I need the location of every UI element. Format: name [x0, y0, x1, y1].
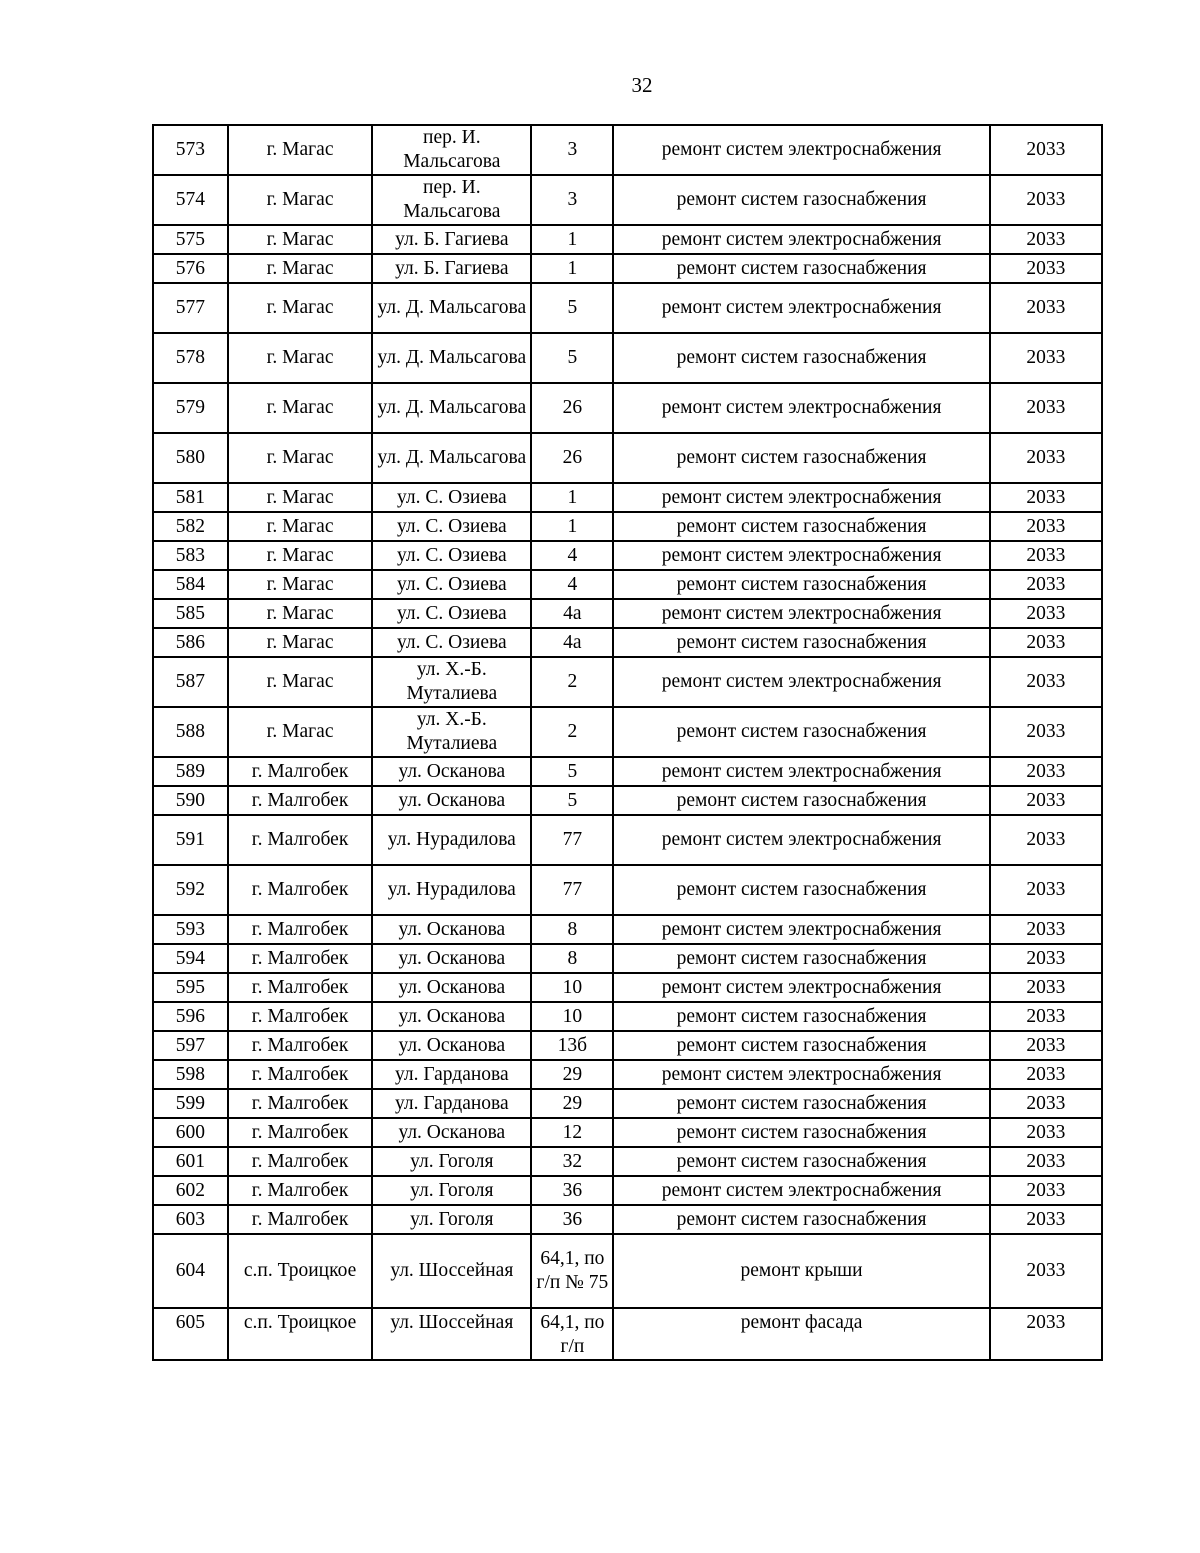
- table-row: [153, 254, 1102, 283]
- street-cell: ул. Д. Мальсагова: [372, 383, 531, 433]
- registry-body: [153, 125, 1102, 1360]
- row-number-cell: 578: [153, 333, 228, 383]
- table-row: [153, 1176, 1102, 1205]
- house-number-cell: 5: [531, 333, 613, 383]
- street-cell: ул. Осканова: [372, 973, 531, 1002]
- table-row: [153, 1031, 1102, 1060]
- work-type-cell: ремонт систем газоснабжения: [613, 1089, 989, 1118]
- year-cell: 2033: [990, 865, 1102, 915]
- settlement-cell: г. Магас: [228, 383, 372, 433]
- street-cell: ул. Осканова: [372, 786, 531, 815]
- work-type-cell: ремонт систем газоснабжения: [613, 786, 989, 815]
- work-type-cell: ремонт систем электроснабжения: [613, 973, 989, 1002]
- house-number-cell: 8: [531, 915, 613, 944]
- house-number-cell: 2: [531, 657, 613, 707]
- street-cell: ул. С. Озиева: [372, 570, 531, 599]
- street-cell: ул. Шоссейная: [372, 1308, 531, 1360]
- table-row: [153, 973, 1102, 1002]
- row-number-cell: 585: [153, 599, 228, 628]
- settlement-cell: г. Магас: [228, 175, 372, 225]
- house-number-cell: 13б: [531, 1031, 613, 1060]
- work-type-cell: ремонт систем электроснабжения: [613, 125, 989, 175]
- work-type-cell: ремонт систем газоснабжения: [613, 570, 989, 599]
- year-cell: 2033: [990, 383, 1102, 433]
- house-number-cell: 5: [531, 757, 613, 786]
- house-number-cell: 4: [531, 541, 613, 570]
- year-cell: 2033: [990, 254, 1102, 283]
- year-cell: 2033: [990, 815, 1102, 865]
- settlement-cell: с.п. Троицкое: [228, 1234, 372, 1308]
- settlement-cell: г. Малгобек: [228, 1118, 372, 1147]
- row-number-cell: 577: [153, 283, 228, 333]
- table-row: [153, 1089, 1102, 1118]
- table-row: [153, 1147, 1102, 1176]
- street-cell: ул. Гарданова: [372, 1060, 531, 1089]
- row-number-cell: 603: [153, 1205, 228, 1234]
- year-cell: 2033: [990, 512, 1102, 541]
- street-cell: ул. Гоголя: [372, 1205, 531, 1234]
- street-cell: ул. Д. Мальсагова: [372, 333, 531, 383]
- row-number-cell: 589: [153, 757, 228, 786]
- year-cell: 2033: [990, 433, 1102, 483]
- settlement-cell: г. Малгобек: [228, 1147, 372, 1176]
- street-cell: ул. Нурадилова: [372, 815, 531, 865]
- work-type-cell: ремонт систем газоснабжения: [613, 1118, 989, 1147]
- row-number-cell: 584: [153, 570, 228, 599]
- street-cell: ул. Осканова: [372, 1118, 531, 1147]
- settlement-cell: г. Малгобек: [228, 1205, 372, 1234]
- settlement-cell: г. Малгобек: [228, 865, 372, 915]
- year-cell: 2033: [990, 483, 1102, 512]
- house-number-cell: 8: [531, 944, 613, 973]
- house-number-cell: 2: [531, 707, 613, 757]
- table-row: [153, 125, 1102, 175]
- year-cell: 2033: [990, 1031, 1102, 1060]
- row-number-cell: 596: [153, 1002, 228, 1031]
- settlement-cell: г. Малгобек: [228, 1176, 372, 1205]
- year-cell: 2033: [990, 1060, 1102, 1089]
- house-number-cell: 29: [531, 1060, 613, 1089]
- street-cell: ул. Осканова: [372, 1002, 531, 1031]
- settlement-cell: г. Малгобек: [228, 1031, 372, 1060]
- row-number-cell: 588: [153, 707, 228, 757]
- table-row: [153, 757, 1102, 786]
- settlement-cell: г. Малгобек: [228, 757, 372, 786]
- street-cell: пер. И. Мальсагова: [372, 125, 531, 175]
- house-number-cell: 12: [531, 1118, 613, 1147]
- house-number-cell: 10: [531, 1002, 613, 1031]
- table-row: [153, 786, 1102, 815]
- settlement-cell: г. Магас: [228, 628, 372, 657]
- settlement-cell: г. Магас: [228, 125, 372, 175]
- row-number-cell: 573: [153, 125, 228, 175]
- work-type-cell: ремонт систем электроснабжения: [613, 383, 989, 433]
- table-row: [153, 512, 1102, 541]
- year-cell: 2033: [990, 1234, 1102, 1308]
- table-row: [153, 657, 1102, 707]
- year-cell: 2033: [990, 944, 1102, 973]
- table-row: [153, 225, 1102, 254]
- row-number-cell: 587: [153, 657, 228, 707]
- settlement-cell: г. Магас: [228, 433, 372, 483]
- table-row: [153, 865, 1102, 915]
- street-cell: ул. Б. Гагиева: [372, 254, 531, 283]
- row-number-cell: 580: [153, 433, 228, 483]
- table-row: [153, 815, 1102, 865]
- settlement-cell: г. Малгобек: [228, 786, 372, 815]
- house-number-cell: 26: [531, 433, 613, 483]
- year-cell: 2033: [990, 707, 1102, 757]
- table-row: [153, 1205, 1102, 1234]
- row-number-cell: 576: [153, 254, 228, 283]
- table-row: [153, 599, 1102, 628]
- work-type-cell: ремонт систем газоснабжения: [613, 254, 989, 283]
- year-cell: 2033: [990, 1205, 1102, 1234]
- year-cell: 2033: [990, 1089, 1102, 1118]
- house-number-cell: 77: [531, 815, 613, 865]
- house-number-cell: 3: [531, 175, 613, 225]
- settlement-cell: г. Малгобек: [228, 1060, 372, 1089]
- settlement-cell: г. Магас: [228, 283, 372, 333]
- work-type-cell: ремонт систем газоснабжения: [613, 333, 989, 383]
- settlement-cell: г. Малгобек: [228, 1002, 372, 1031]
- row-number-cell: 581: [153, 483, 228, 512]
- settlement-cell: г. Магас: [228, 512, 372, 541]
- house-number-cell: 1: [531, 512, 613, 541]
- page-number: 32: [631, 73, 653, 97]
- street-cell: ул. Гоголя: [372, 1147, 531, 1176]
- registry-table: [152, 124, 1103, 1361]
- settlement-cell: г. Малгобек: [228, 915, 372, 944]
- house-number-cell: 32: [531, 1147, 613, 1176]
- table-row: [153, 1118, 1102, 1147]
- row-number-cell: 582: [153, 512, 228, 541]
- street-cell: ул. Осканова: [372, 944, 531, 973]
- street-cell: ул. С. Озиева: [372, 628, 531, 657]
- row-number-cell: 597: [153, 1031, 228, 1060]
- street-cell: ул. Х.-Б. Муталиева: [372, 657, 531, 707]
- table-row: [153, 333, 1102, 383]
- work-type-cell: ремонт систем электроснабжения: [613, 657, 989, 707]
- row-number-cell: 604: [153, 1234, 228, 1308]
- house-number-cell: 5: [531, 786, 613, 815]
- year-cell: 2033: [990, 973, 1102, 1002]
- work-type-cell: ремонт систем электроснабжения: [613, 1176, 989, 1205]
- table-row: [153, 433, 1102, 483]
- year-cell: 2033: [990, 786, 1102, 815]
- work-type-cell: ремонт систем электроснабжения: [613, 915, 989, 944]
- table-row: [153, 175, 1102, 225]
- table-row: [153, 1234, 1102, 1308]
- settlement-cell: с.п. Троицкое: [228, 1308, 372, 1360]
- year-cell: 2033: [990, 757, 1102, 786]
- street-cell: ул. Осканова: [372, 1031, 531, 1060]
- work-type-cell: ремонт систем газоснабжения: [613, 1147, 989, 1176]
- street-cell: ул. С. Озиева: [372, 541, 531, 570]
- year-cell: 2033: [990, 657, 1102, 707]
- house-number-cell: 36: [531, 1176, 613, 1205]
- year-cell: 2033: [990, 1002, 1102, 1031]
- work-type-cell: ремонт крыши: [613, 1234, 989, 1308]
- row-number-cell: 583: [153, 541, 228, 570]
- settlement-cell: г. Магас: [228, 570, 372, 599]
- table-row: [153, 570, 1102, 599]
- work-type-cell: ремонт систем газоснабжения: [613, 1002, 989, 1031]
- year-cell: 2033: [990, 1118, 1102, 1147]
- year-cell: 2033: [990, 225, 1102, 254]
- street-cell: ул. Осканова: [372, 915, 531, 944]
- settlement-cell: г. Малгобек: [228, 944, 372, 973]
- work-type-cell: ремонт систем газоснабжения: [613, 1031, 989, 1060]
- street-cell: ул. Гарданова: [372, 1089, 531, 1118]
- year-cell: 2033: [990, 570, 1102, 599]
- table-row: [153, 944, 1102, 973]
- house-number-cell: 10: [531, 973, 613, 1002]
- house-number-cell: 4а: [531, 628, 613, 657]
- row-number-cell: 598: [153, 1060, 228, 1089]
- settlement-cell: г. Магас: [228, 225, 372, 254]
- row-number-cell: 575: [153, 225, 228, 254]
- work-type-cell: ремонт систем электроснабжения: [613, 599, 989, 628]
- settlement-cell: г. Малгобек: [228, 973, 372, 1002]
- work-type-cell: ремонт систем газоснабжения: [613, 512, 989, 541]
- work-type-cell: ремонт систем газоснабжения: [613, 175, 989, 225]
- settlement-cell: г. Магас: [228, 657, 372, 707]
- year-cell: 2033: [990, 1147, 1102, 1176]
- settlement-cell: г. Магас: [228, 333, 372, 383]
- street-cell: ул. С. Озиева: [372, 483, 531, 512]
- house-number-cell: 36: [531, 1205, 613, 1234]
- row-number-cell: 605: [153, 1308, 228, 1360]
- table-row: [153, 383, 1102, 433]
- street-cell: пер. И. Мальсагова: [372, 175, 531, 225]
- street-cell: ул. Х.-Б. Муталиева: [372, 707, 531, 757]
- house-number-cell: 29: [531, 1089, 613, 1118]
- row-number-cell: 594: [153, 944, 228, 973]
- work-type-cell: ремонт систем газоснабжения: [613, 433, 989, 483]
- table-row: [153, 915, 1102, 944]
- table-row: [153, 628, 1102, 657]
- row-number-cell: 574: [153, 175, 228, 225]
- row-number-cell: 586: [153, 628, 228, 657]
- house-number-cell: 3: [531, 125, 613, 175]
- row-number-cell: 601: [153, 1147, 228, 1176]
- row-number-cell: 591: [153, 815, 228, 865]
- year-cell: 2033: [990, 175, 1102, 225]
- house-number-cell: 64,1, по г/п: [531, 1308, 613, 1360]
- work-type-cell: ремонт систем электроснабжения: [613, 541, 989, 570]
- work-type-cell: ремонт систем электроснабжения: [613, 1060, 989, 1089]
- year-cell: 2033: [990, 628, 1102, 657]
- table-row: [153, 541, 1102, 570]
- house-number-cell: 4а: [531, 599, 613, 628]
- year-cell: 2033: [990, 1308, 1102, 1360]
- work-type-cell: ремонт систем электроснабжения: [613, 757, 989, 786]
- street-cell: ул. Осканова: [372, 757, 531, 786]
- table-row: [153, 707, 1102, 757]
- year-cell: 2033: [990, 283, 1102, 333]
- year-cell: 2033: [990, 541, 1102, 570]
- house-number-cell: 1: [531, 254, 613, 283]
- table-row: [153, 1308, 1102, 1360]
- work-type-cell: ремонт систем электроснабжения: [613, 815, 989, 865]
- settlement-cell: г. Магас: [228, 541, 372, 570]
- work-type-cell: ремонт систем газоснабжения: [613, 1205, 989, 1234]
- year-cell: 2033: [990, 915, 1102, 944]
- row-number-cell: 602: [153, 1176, 228, 1205]
- work-type-cell: ремонт систем электроснабжения: [613, 483, 989, 512]
- year-cell: 2033: [990, 1176, 1102, 1205]
- row-number-cell: 593: [153, 915, 228, 944]
- row-number-cell: 590: [153, 786, 228, 815]
- street-cell: ул. Д. Мальсагова: [372, 283, 531, 333]
- work-type-cell: ремонт систем газоснабжения: [613, 707, 989, 757]
- house-number-cell: 5: [531, 283, 613, 333]
- work-type-cell: ремонт систем газоснабжения: [613, 944, 989, 973]
- work-type-cell: ремонт систем газоснабжения: [613, 628, 989, 657]
- settlement-cell: г. Магас: [228, 707, 372, 757]
- year-cell: 2033: [990, 125, 1102, 175]
- street-cell: ул. Д. Мальсагова: [372, 433, 531, 483]
- settlement-cell: г. Магас: [228, 254, 372, 283]
- row-number-cell: 592: [153, 865, 228, 915]
- row-number-cell: 600: [153, 1118, 228, 1147]
- street-cell: ул. Нурадилова: [372, 865, 531, 915]
- settlement-cell: г. Малгобек: [228, 815, 372, 865]
- house-number-cell: 1: [531, 483, 613, 512]
- table-row: [153, 283, 1102, 333]
- work-type-cell: ремонт фасада: [613, 1308, 989, 1360]
- work-type-cell: ремонт систем электроснабжения: [613, 225, 989, 254]
- street-cell: ул. Шоссейная: [372, 1234, 531, 1308]
- year-cell: 2033: [990, 333, 1102, 383]
- street-cell: ул. Гоголя: [372, 1176, 531, 1205]
- street-cell: ул. Б. Гагиева: [372, 225, 531, 254]
- row-number-cell: 579: [153, 383, 228, 433]
- year-cell: 2033: [990, 599, 1102, 628]
- house-number-cell: 77: [531, 865, 613, 915]
- table-row: [153, 1002, 1102, 1031]
- table-row: [153, 1060, 1102, 1089]
- house-number-cell: 4: [531, 570, 613, 599]
- house-number-cell: 26: [531, 383, 613, 433]
- work-type-cell: ремонт систем электроснабжения: [613, 283, 989, 333]
- work-type-cell: ремонт систем газоснабжения: [613, 865, 989, 915]
- table-row: [153, 483, 1102, 512]
- row-number-cell: 595: [153, 973, 228, 1002]
- settlement-cell: г. Магас: [228, 483, 372, 512]
- house-number-cell: 64,1, по г/п № 75: [531, 1234, 613, 1308]
- row-number-cell: 599: [153, 1089, 228, 1118]
- street-cell: ул. С. Озиева: [372, 512, 531, 541]
- settlement-cell: г. Магас: [228, 599, 372, 628]
- street-cell: ул. С. Озиева: [372, 599, 531, 628]
- house-number-cell: 1: [531, 225, 613, 254]
- settlement-cell: г. Малгобек: [228, 1089, 372, 1118]
